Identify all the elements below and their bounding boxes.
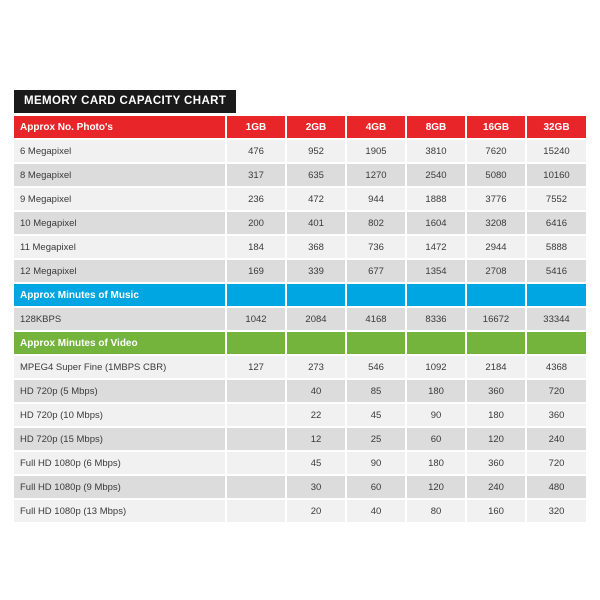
section-label-music: Approx Minutes of Music (14, 283, 226, 307)
cell-value: 1092 (406, 355, 466, 379)
cell-value: 169 (226, 259, 286, 283)
cell-value: 12 (286, 427, 346, 451)
cell-value: 22 (286, 403, 346, 427)
table-row (14, 475, 586, 499)
section-header-video (14, 331, 586, 355)
column-header-16gb: 16GB (466, 116, 526, 139)
cell-value: 10160 (526, 163, 586, 187)
memory-card-capacity-chart (14, 90, 586, 524)
row-label: Full HD 1080p (6 Mbps) (14, 451, 226, 475)
cell-value: 5888 (526, 235, 586, 259)
cell-value: 60 (346, 475, 406, 499)
column-header-2gb: 2GB (286, 116, 346, 139)
cell-value: 472 (286, 187, 346, 211)
cell-value: 240 (466, 475, 526, 499)
cell-value: 3776 (466, 187, 526, 211)
cell-value: 360 (526, 403, 586, 427)
cell-value: 2084 (286, 307, 346, 331)
row-label: 10 Megapixel (14, 211, 226, 235)
cell-value: 80 (406, 499, 466, 523)
cell-value: 2944 (466, 235, 526, 259)
cell-value: 401 (286, 211, 346, 235)
column-header-category: Approx No. Photo's (14, 116, 226, 139)
cell-value: 476 (226, 139, 286, 163)
row-label: 12 Megapixel (14, 259, 226, 283)
table-row (14, 307, 586, 331)
cell-value (226, 451, 286, 475)
cell-value: 720 (526, 451, 586, 475)
cell-value: 736 (346, 235, 406, 259)
cell-value: 720 (526, 379, 586, 403)
row-label: MPEG4 Super Fine (1MBPS CBR) (14, 355, 226, 379)
cell-value: 7552 (526, 187, 586, 211)
cell-value: 60 (406, 427, 466, 451)
cell-value: 5080 (466, 163, 526, 187)
cell-value: 45 (286, 451, 346, 475)
spacer-cell (286, 283, 346, 307)
spacer-cell (286, 331, 346, 355)
cell-value: 120 (466, 427, 526, 451)
cell-value (226, 403, 286, 427)
cell-value: 2184 (466, 355, 526, 379)
cell-value: 360 (466, 451, 526, 475)
row-label: HD 720p (5 Mbps) (14, 379, 226, 403)
cell-value: 952 (286, 139, 346, 163)
spacer-cell (466, 331, 526, 355)
cell-value: 339 (286, 259, 346, 283)
cell-value: 368 (286, 235, 346, 259)
cell-value (226, 427, 286, 451)
cell-value: 30 (286, 475, 346, 499)
table-row (14, 163, 586, 187)
cell-value: 3208 (466, 211, 526, 235)
cell-value: 180 (406, 379, 466, 403)
table-row (14, 499, 586, 523)
table-row (14, 403, 586, 427)
capacity-table (14, 116, 586, 524)
row-label: HD 720p (15 Mbps) (14, 427, 226, 451)
row-label: 8 Megapixel (14, 163, 226, 187)
row-label: Full HD 1080p (9 Mbps) (14, 475, 226, 499)
cell-value: 2708 (466, 259, 526, 283)
cell-value (226, 379, 286, 403)
cell-value: 6416 (526, 211, 586, 235)
cell-value: 4368 (526, 355, 586, 379)
table-row (14, 211, 586, 235)
row-label: HD 720p (10 Mbps) (14, 403, 226, 427)
spacer-cell (406, 283, 466, 307)
cell-value: 1042 (226, 307, 286, 331)
column-header-8gb: 8GB (406, 116, 466, 139)
cell-value: 1604 (406, 211, 466, 235)
spacer-cell (226, 331, 286, 355)
cell-value: 180 (406, 451, 466, 475)
cell-value: 127 (226, 355, 286, 379)
table-row (14, 187, 586, 211)
column-header-32gb: 32GB (526, 116, 586, 139)
section-label-video: Approx Minutes of Video (14, 331, 226, 355)
chart-title: MEMORY CARD CAPACITY CHART (14, 90, 236, 113)
table-row (14, 379, 586, 403)
cell-value: 20 (286, 499, 346, 523)
cell-value: 120 (406, 475, 466, 499)
section-header-photos (14, 116, 586, 139)
table-row (14, 259, 586, 283)
spacer-cell (346, 283, 406, 307)
cell-value: 635 (286, 163, 346, 187)
cell-value: 184 (226, 235, 286, 259)
cell-value: 90 (346, 451, 406, 475)
cell-value: 4168 (346, 307, 406, 331)
cell-value: 1270 (346, 163, 406, 187)
cell-value: 33344 (526, 307, 586, 331)
section-header-music (14, 283, 586, 307)
cell-value: 546 (346, 355, 406, 379)
cell-value: 7620 (466, 139, 526, 163)
table-row (14, 427, 586, 451)
cell-value: 944 (346, 187, 406, 211)
cell-value: 90 (406, 403, 466, 427)
cell-value: 1472 (406, 235, 466, 259)
cell-value: 1354 (406, 259, 466, 283)
cell-value: 317 (226, 163, 286, 187)
spacer-cell (346, 331, 406, 355)
cell-value: 160 (466, 499, 526, 523)
spacer-cell (466, 283, 526, 307)
row-label: 11 Megapixel (14, 235, 226, 259)
cell-value: 240 (526, 427, 586, 451)
cell-value: 677 (346, 259, 406, 283)
cell-value: 360 (466, 379, 526, 403)
spacer-cell (406, 331, 466, 355)
row-label: 6 Megapixel (14, 139, 226, 163)
cell-value: 200 (226, 211, 286, 235)
cell-value: 3810 (406, 139, 466, 163)
cell-value: 40 (346, 499, 406, 523)
row-label: Full HD 1080p (13 Mbps) (14, 499, 226, 523)
cell-value: 273 (286, 355, 346, 379)
cell-value: 1905 (346, 139, 406, 163)
cell-value: 8336 (406, 307, 466, 331)
spacer-cell (526, 331, 586, 355)
cell-value: 320 (526, 499, 586, 523)
cell-value: 1888 (406, 187, 466, 211)
row-label: 9 Megapixel (14, 187, 226, 211)
cell-value: 180 (466, 403, 526, 427)
cell-value: 16672 (466, 307, 526, 331)
cell-value: 45 (346, 403, 406, 427)
row-label: 128KBPS (14, 307, 226, 331)
cell-value (226, 499, 286, 523)
cell-value: 15240 (526, 139, 586, 163)
column-header-4gb: 4GB (346, 116, 406, 139)
table-row (14, 451, 586, 475)
cell-value: 802 (346, 211, 406, 235)
spacer-cell (526, 283, 586, 307)
table-row (14, 355, 586, 379)
table-row (14, 235, 586, 259)
cell-value: 5416 (526, 259, 586, 283)
table-row (14, 139, 586, 163)
cell-value: 85 (346, 379, 406, 403)
cell-value: 25 (346, 427, 406, 451)
cell-value: 236 (226, 187, 286, 211)
spacer-cell (226, 283, 286, 307)
cell-value: 480 (526, 475, 586, 499)
column-header-1gb: 1GB (226, 116, 286, 139)
cell-value: 2540 (406, 163, 466, 187)
cell-value: 40 (286, 379, 346, 403)
cell-value (226, 475, 286, 499)
